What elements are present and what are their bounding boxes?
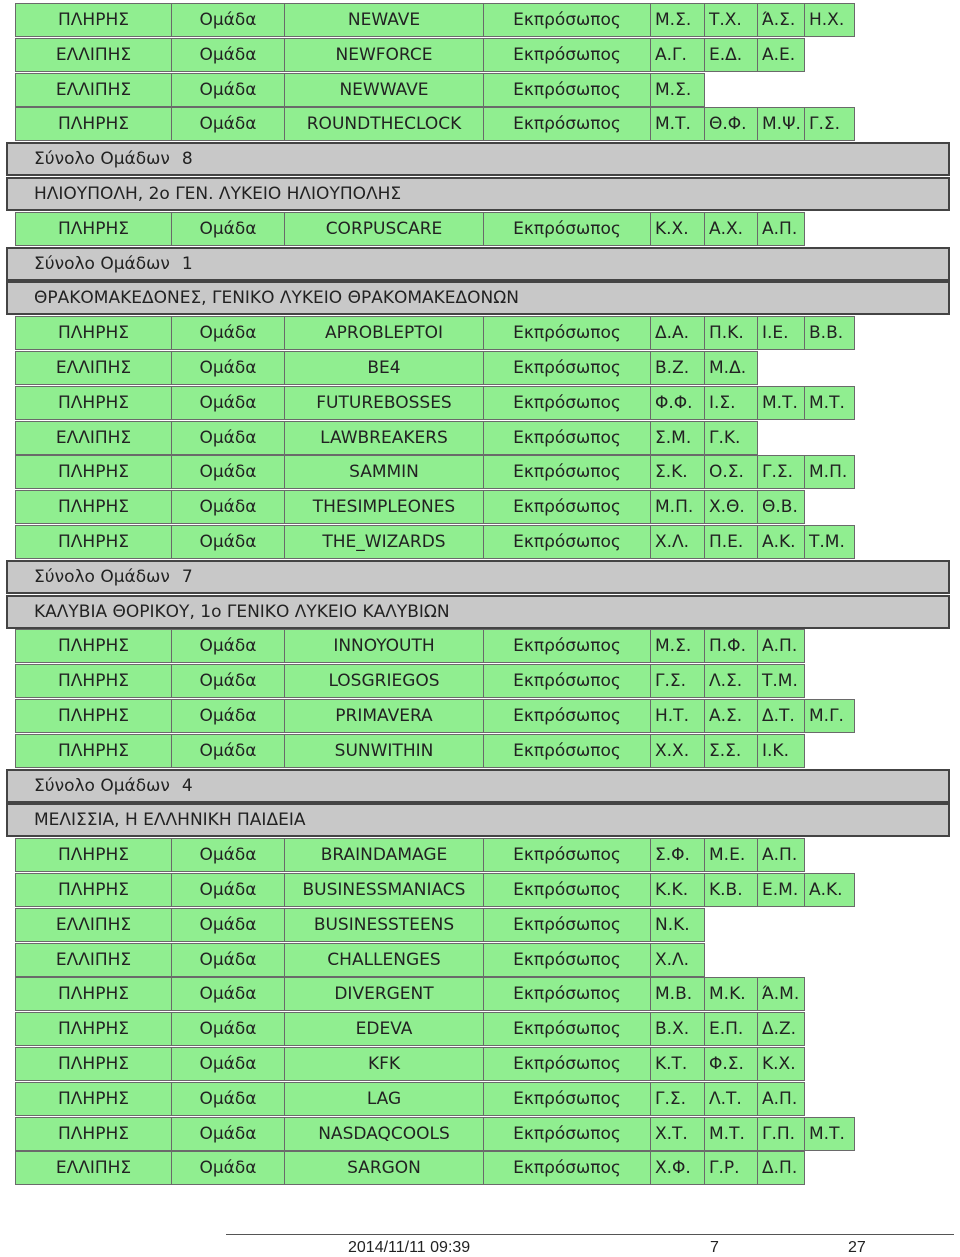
team-name-cell: FUTUREBOSSES — [285, 386, 484, 420]
status-cell: ΠΛΗΡΗΣ — [15, 525, 172, 559]
member-initials-cell: Η.Χ. — [805, 3, 855, 37]
member-initials-cell: Γ.Π. — [758, 1117, 805, 1151]
type-cell: Ομάδα — [172, 316, 285, 350]
status-cell: ΠΛΗΡΗΣ — [15, 734, 172, 768]
type-cell: Ομάδα — [172, 73, 285, 107]
role-cell: Εκπρόσωπος — [484, 1082, 651, 1116]
school-header: ΗΛΙΟΥΠΟΛΗ, 2ο ΓΕΝ. ΛΥΚΕΙΟ ΗΛΙΟΥΠΟΛΗΣ — [6, 177, 950, 211]
role-cell: Εκπρόσωπος — [484, 838, 651, 872]
member-initials-cell: Κ.Χ. — [651, 212, 705, 246]
member-initials-cell: Ε.Π. — [705, 1012, 758, 1046]
team-count-label: Σύνολο Ομάδων — [34, 566, 170, 587]
status-cell: ΠΛΗΡΗΣ — [15, 664, 172, 698]
status-cell: ΠΛΗΡΗΣ — [15, 838, 172, 872]
member-initials-cell: Χ.Λ. — [651, 525, 705, 559]
team-name-cell: BE4 — [285, 351, 484, 385]
type-cell: Ομάδα — [172, 977, 285, 1011]
team-name-cell: THESIMPLEONES — [285, 490, 484, 524]
type-cell: Ομάδα — [172, 664, 285, 698]
team-name-cell: BRAINDAMAGE — [285, 838, 484, 872]
team-name-cell: BUSINESSMANIACS — [285, 873, 484, 907]
member-initials-cell: Α.Π. — [758, 629, 805, 663]
member-initials-cell: Γ.Κ. — [705, 421, 758, 455]
type-cell: Ομάδα — [172, 699, 285, 733]
member-initials-cell: Α.Κ. — [758, 525, 805, 559]
member-initials-cell: Ι.Ε. — [758, 316, 805, 350]
role-cell: Εκπρόσωπος — [484, 212, 651, 246]
type-cell: Ομάδα — [172, 351, 285, 385]
member-initials-cell: Τ.Χ. — [705, 3, 758, 37]
type-cell: Ομάδα — [172, 734, 285, 768]
type-cell: Ομάδα — [172, 455, 285, 489]
type-cell: Ομάδα — [172, 943, 285, 977]
status-cell: ΠΛΗΡΗΣ — [15, 490, 172, 524]
type-cell: Ομάδα — [172, 1151, 285, 1185]
team-count-total — [6, 560, 950, 594]
status-cell: ΠΛΗΡΗΣ — [15, 3, 172, 37]
status-cell: ΠΛΗΡΗΣ — [15, 699, 172, 733]
status-cell: ΠΛΗΡΗΣ — [15, 316, 172, 350]
team-name-cell: CHALLENGES — [285, 943, 484, 977]
role-cell: Εκπρόσωπος — [484, 73, 651, 107]
status-cell: ΕΛΛΙΠΗΣ — [15, 351, 172, 385]
member-initials-cell: Τ.Μ. — [805, 525, 855, 559]
member-initials-cell: Α.Γ. — [651, 38, 705, 72]
status-cell: ΠΛΗΡΗΣ — [15, 212, 172, 246]
member-initials-cell: Η.Τ. — [651, 699, 705, 733]
member-initials-cell: Χ.Λ. — [651, 943, 705, 977]
role-cell: Εκπρόσωπος — [484, 1047, 651, 1081]
member-initials-cell: Ν.Κ. — [651, 908, 705, 942]
role-cell: Εκπρόσωπος — [484, 734, 651, 768]
member-initials-cell: Β.Β. — [805, 316, 855, 350]
type-cell: Ομάδα — [172, 212, 285, 246]
member-initials-cell: Α.Π. — [758, 838, 805, 872]
team-name-cell: ROUNDTHECLOCK — [285, 107, 484, 141]
team-count-value: 8 — [181, 149, 193, 170]
team-name-cell: BUSINESSTEENS — [285, 908, 484, 942]
team-count-total — [6, 769, 950, 803]
member-initials-cell: Φ.Φ. — [651, 386, 705, 420]
team-count-value: 1 — [181, 253, 193, 274]
status-cell: ΕΛΛΙΠΗΣ — [15, 421, 172, 455]
team-name-cell: LOSGRIEGOS — [285, 664, 484, 698]
team-name-cell: NEWFORCE — [285, 38, 484, 72]
status-cell: ΕΛΛΙΠΗΣ — [15, 943, 172, 977]
team-name-cell: PRIMAVERA — [285, 699, 484, 733]
member-initials-cell: Κ.Τ. — [651, 1047, 705, 1081]
member-initials-cell: Α.Κ. — [805, 873, 855, 907]
type-cell: Ομάδα — [172, 1117, 285, 1151]
type-cell: Ομάδα — [172, 629, 285, 663]
type-cell: Ομάδα — [172, 38, 285, 72]
member-initials-cell: Θ.Β. — [758, 490, 805, 524]
team-name-cell: SAMMIN — [285, 455, 484, 489]
type-cell: Ομάδα — [172, 490, 285, 524]
member-initials-cell: Ε.Δ. — [705, 38, 758, 72]
member-initials-cell: Σ.Κ. — [651, 455, 705, 489]
status-cell: ΠΛΗΡΗΣ — [15, 455, 172, 489]
team-name-cell: DIVERGENT — [285, 977, 484, 1011]
member-initials-cell: Μ.Σ. — [651, 629, 705, 663]
member-initials-cell: Χ.Φ. — [651, 1151, 705, 1185]
member-initials-cell: Ά.Μ. — [758, 977, 805, 1011]
team-name-cell: EDEVA — [285, 1012, 484, 1046]
status-cell: ΕΛΛΙΠΗΣ — [15, 73, 172, 107]
status-cell: ΠΛΗΡΗΣ — [15, 107, 172, 141]
member-initials-cell: Μ.Π. — [651, 490, 705, 524]
team-name-cell: SARGON — [285, 1151, 484, 1185]
team-count-total — [6, 142, 950, 176]
status-cell: ΠΛΗΡΗΣ — [15, 629, 172, 663]
role-cell: Εκπρόσωπος — [484, 38, 651, 72]
role-cell: Εκπρόσωπος — [484, 316, 651, 350]
team-count-value: 4 — [181, 775, 193, 796]
team-count-value: 7 — [181, 566, 193, 587]
member-initials-cell: Β.Ζ. — [651, 351, 705, 385]
type-cell: Ομάδα — [172, 386, 285, 420]
member-initials-cell: Γ.Σ. — [651, 664, 705, 698]
school-header: ΜΕΛΙΣΣΙΑ, Η ΕΛΛΗΝΙΚΗ ΠΑΙΔΕΙΑ — [6, 803, 950, 837]
member-initials-cell: Γ.Σ. — [758, 455, 805, 489]
member-initials-cell: Ε.Μ. — [758, 873, 805, 907]
type-cell: Ομάδα — [172, 873, 285, 907]
type-cell: Ομάδα — [172, 107, 285, 141]
type-cell: Ομάδα — [172, 838, 285, 872]
role-cell: Εκπρόσωπος — [484, 351, 651, 385]
member-initials-cell: Δ.Π. — [758, 1151, 805, 1185]
member-initials-cell: Μ.Γ. — [805, 699, 855, 733]
team-name-cell: INNOYOUTH — [285, 629, 484, 663]
page-footer — [226, 1234, 954, 1257]
role-cell: Εκπρόσωπος — [484, 664, 651, 698]
member-initials-cell: Δ.Τ. — [758, 699, 805, 733]
type-cell: Ομάδα — [172, 525, 285, 559]
type-cell: Ομάδα — [172, 3, 285, 37]
member-initials-cell: Π.Ε. — [705, 525, 758, 559]
type-cell: Ομάδα — [172, 421, 285, 455]
member-initials-cell: Π.Κ. — [705, 316, 758, 350]
type-cell: Ομάδα — [172, 1012, 285, 1046]
role-cell: Εκπρόσωπος — [484, 107, 651, 141]
member-initials-cell: Α.Π. — [758, 1082, 805, 1116]
team-name-cell: NEWAVE — [285, 3, 484, 37]
team-count-label: Σύνολο Ομάδων — [34, 775, 170, 796]
status-cell: ΠΛΗΡΗΣ — [15, 1012, 172, 1046]
member-initials-cell: Λ.Τ. — [705, 1082, 758, 1116]
member-initials-cell: Μ.Σ. — [651, 3, 705, 37]
team-name-cell: CORPUSCARE — [285, 212, 484, 246]
status-cell: ΕΛΛΙΠΗΣ — [15, 1151, 172, 1185]
member-initials-cell: Μ.Τ. — [805, 1117, 855, 1151]
role-cell: Εκπρόσωπος — [484, 1012, 651, 1046]
role-cell: Εκπρόσωπος — [484, 943, 651, 977]
member-initials-cell: Κ.Κ. — [651, 873, 705, 907]
member-initials-cell: Β.Χ. — [651, 1012, 705, 1046]
team-name-cell: SUNWITHIN — [285, 734, 484, 768]
member-initials-cell: Ά.Σ. — [758, 3, 805, 37]
team-name-cell: LAWBREAKERS — [285, 421, 484, 455]
team-name-cell: KFK — [285, 1047, 484, 1081]
status-cell: ΠΛΗΡΗΣ — [15, 386, 172, 420]
member-initials-cell: Α.Π. — [758, 212, 805, 246]
member-initials-cell: Τ.Μ. — [758, 664, 805, 698]
role-cell: Εκπρόσωπος — [484, 977, 651, 1011]
team-count-label: Σύνολο Ομάδων — [34, 253, 170, 274]
member-initials-cell: Α.Χ. — [705, 212, 758, 246]
member-initials-cell: Λ.Σ. — [705, 664, 758, 698]
member-initials-cell: Π.Φ. — [705, 629, 758, 663]
status-cell: ΠΛΗΡΗΣ — [15, 873, 172, 907]
team-count-total — [6, 247, 950, 281]
school-header: ΚΑΛΥΒΙΑ ΘΟΡΙΚΟΥ, 1ο ΓΕΝΙΚΟ ΛΥΚΕΙΟ ΚΑΛΥΒΙΩΝ — [6, 595, 950, 629]
footer-datetime: 2014/11/11 09:39 — [348, 1239, 471, 1256]
status-cell: ΠΛΗΡΗΣ — [15, 1082, 172, 1116]
team-count-label: Σύνολο Ομάδων — [34, 149, 170, 170]
school-header: ΘΡΑΚΟΜΑΚΕΔΟΝΕΣ, ΓΕΝΙΚΟ ΛΥΚΕΙΟ ΘΡΑΚΟΜΑΚΕΔΟΝΩΝ — [6, 281, 950, 315]
role-cell: Εκπρόσωπος — [484, 3, 651, 37]
status-cell: ΠΛΗΡΗΣ — [15, 977, 172, 1011]
member-initials-cell: Γ.Ρ. — [705, 1151, 758, 1185]
member-initials-cell: Χ.Θ. — [705, 490, 758, 524]
role-cell: Εκπρόσωπος — [484, 699, 651, 733]
team-name-cell: NASDAQCOOLS — [285, 1117, 484, 1151]
team-name-cell: APROBLEPTOI — [285, 316, 484, 350]
member-initials-cell: Μ.Δ. — [705, 351, 758, 385]
member-initials-cell: Δ.Α. — [651, 316, 705, 350]
member-initials-cell: Φ.Σ. — [705, 1047, 758, 1081]
member-initials-cell: Κ.Χ. — [758, 1047, 805, 1081]
status-cell: ΠΛΗΡΗΣ — [15, 1117, 172, 1151]
status-cell: ΕΛΛΙΠΗΣ — [15, 38, 172, 72]
team-name-cell: NEWWAVE — [285, 73, 484, 107]
member-initials-cell: Μ.Π. — [805, 455, 855, 489]
team-name-cell: LAG — [285, 1082, 484, 1116]
member-initials-cell: Ι.Σ. — [705, 386, 758, 420]
member-initials-cell: Κ.Β. — [705, 873, 758, 907]
team-name-cell: THE_WIZARDS — [285, 525, 484, 559]
footer-total-pages: 27 — [848, 1239, 866, 1256]
member-initials-cell: Μ.Τ. — [651, 107, 705, 141]
member-initials-cell: Μ.Τ. — [758, 386, 805, 420]
type-cell: Ομάδα — [172, 1082, 285, 1116]
member-initials-cell: Σ.Μ. — [651, 421, 705, 455]
member-initials-cell: Μ.Σ. — [651, 73, 705, 107]
member-initials-cell: Ο.Σ. — [705, 455, 758, 489]
status-cell: ΕΛΛΙΠΗΣ — [15, 908, 172, 942]
role-cell: Εκπρόσωπος — [484, 629, 651, 663]
member-initials-cell: Μ.Τ. — [805, 386, 855, 420]
member-initials-cell: Χ.Τ. — [651, 1117, 705, 1151]
role-cell: Εκπρόσωπος — [484, 908, 651, 942]
footer-page-number: 7 — [710, 1239, 719, 1256]
member-initials-cell: Δ.Ζ. — [758, 1012, 805, 1046]
member-initials-cell: Μ.Ψ. — [758, 107, 805, 141]
member-initials-cell: Γ.Σ. — [805, 107, 855, 141]
status-cell: ΠΛΗΡΗΣ — [15, 1047, 172, 1081]
role-cell: Εκπρόσωπος — [484, 873, 651, 907]
member-initials-cell: Χ.Χ. — [651, 734, 705, 768]
member-initials-cell: Μ.Κ. — [705, 977, 758, 1011]
role-cell: Εκπρόσωπος — [484, 1117, 651, 1151]
member-initials-cell: Α.Ε. — [758, 38, 805, 72]
member-initials-cell: Σ.Σ. — [705, 734, 758, 768]
member-initials-cell: Σ.Φ. — [651, 838, 705, 872]
member-initials-cell: Μ.Τ. — [705, 1117, 758, 1151]
role-cell: Εκπρόσωπος — [484, 386, 651, 420]
member-initials-cell: Α.Σ. — [705, 699, 758, 733]
role-cell: Εκπρόσωπος — [484, 490, 651, 524]
role-cell: Εκπρόσωπος — [484, 421, 651, 455]
role-cell: Εκπρόσωπος — [484, 1151, 651, 1185]
type-cell: Ομάδα — [172, 908, 285, 942]
member-initials-cell: Θ.Φ. — [705, 107, 758, 141]
type-cell: Ομάδα — [172, 1047, 285, 1081]
member-initials-cell: Γ.Σ. — [651, 1082, 705, 1116]
role-cell: Εκπρόσωπος — [484, 455, 651, 489]
member-initials-cell: Μ.Ε. — [705, 838, 758, 872]
member-initials-cell: Ι.Κ. — [758, 734, 805, 768]
member-initials-cell: Μ.Β. — [651, 977, 705, 1011]
role-cell: Εκπρόσωπος — [484, 525, 651, 559]
